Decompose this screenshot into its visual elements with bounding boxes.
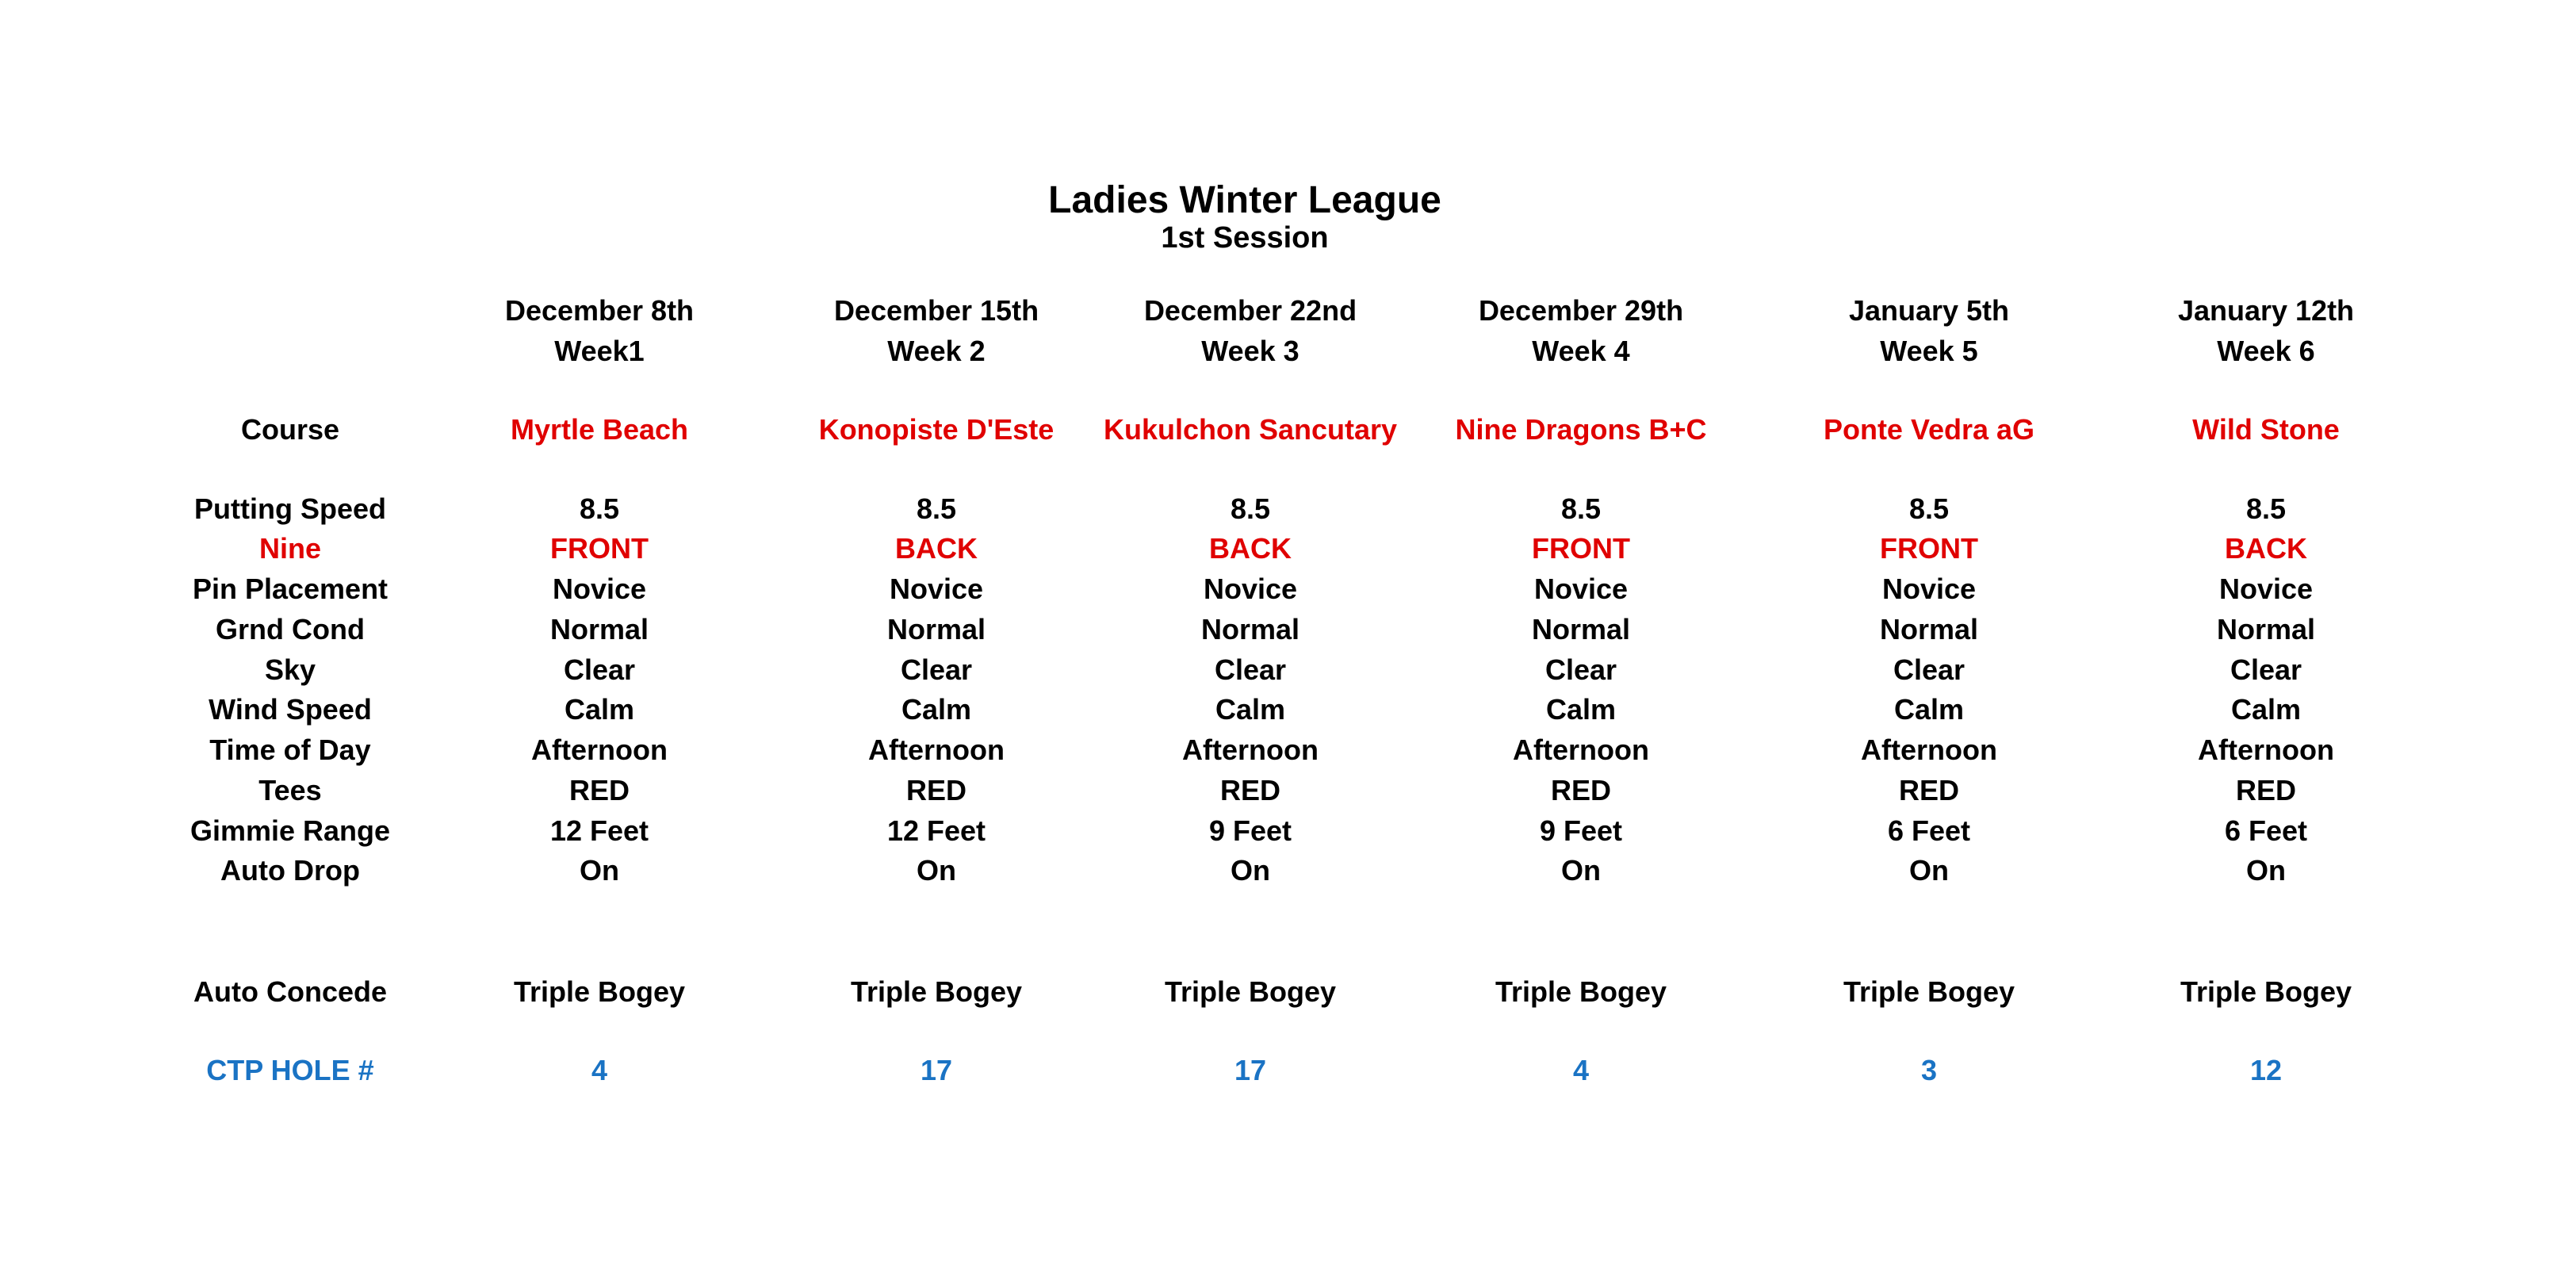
cell-wind-speed: Calm xyxy=(1215,693,1286,726)
cell-putting-speed: 8.5 xyxy=(1230,492,1271,525)
cell-wind-speed: Calm xyxy=(2230,693,2302,726)
cell-grnd-cond: Normal xyxy=(1879,613,1979,645)
row-label-grnd-cond: Grnd Cond xyxy=(216,613,365,645)
column-date-header: December 8th xyxy=(504,294,695,327)
cell-course: Ponte Vedra aG xyxy=(1823,413,2035,446)
cell-gimmie-range: 12 Feet xyxy=(549,814,649,847)
cell-course: Wild Stone xyxy=(2192,413,2340,446)
cell-auto-concede: Triple Bogey xyxy=(1843,975,2015,1008)
cell-auto-concede: Triple Bogey xyxy=(1164,975,1337,1008)
column-week-header: Week 4 xyxy=(1532,335,1630,367)
page-title: Ladies Winter League xyxy=(1048,179,1441,221)
cell-grnd-cond: Normal xyxy=(2216,613,2316,645)
column-date-header: December 29th xyxy=(1478,294,1684,327)
cell-sky: Clear xyxy=(563,653,636,686)
cell-wind-speed: Calm xyxy=(1545,693,1617,726)
cell-putting-speed: 8.5 xyxy=(1560,492,1602,525)
row-label-pin-placement: Pin Placement xyxy=(192,573,389,605)
row-label-nine: Nine xyxy=(258,532,322,565)
cell-wind-speed: Calm xyxy=(1893,693,1965,726)
column-date-header: December 15th xyxy=(833,294,1039,327)
cell-tees: RED xyxy=(1898,774,1960,806)
row-label-time-of-day: Time of Day xyxy=(209,734,371,766)
cell-putting-speed: 8.5 xyxy=(2245,492,2287,525)
cell-nine: FRONT xyxy=(1880,532,1978,565)
column-week-header: Week 2 xyxy=(887,335,986,367)
cell-auto-drop: On xyxy=(1231,854,1270,887)
cell-auto-concede: Triple Bogey xyxy=(850,975,1023,1008)
cell-course: Nine Dragons B+C xyxy=(1455,413,1707,446)
column-date-header: December 22nd xyxy=(1143,294,1357,327)
row-label-putting-speed: Putting Speed xyxy=(194,492,386,525)
cell-course: Kukulchon Sancutary xyxy=(1103,413,1398,446)
cell-time-of-day: Afternoon xyxy=(2198,734,2334,766)
cell-gimmie-range: 6 Feet xyxy=(1887,814,1971,847)
cell-grnd-cond: Normal xyxy=(549,613,649,645)
cell-time-of-day: Afternoon xyxy=(1182,734,1319,766)
cell-pin-placement: Novice xyxy=(1203,573,1298,605)
row-label-course: Course xyxy=(240,413,340,446)
page-subtitle: 1st Session xyxy=(1161,221,1329,255)
cell-auto-concede: Triple Bogey xyxy=(1495,975,1667,1008)
cell-grnd-cond: Normal xyxy=(886,613,986,645)
cell-putting-speed: 8.5 xyxy=(579,492,620,525)
cell-nine: BACK xyxy=(2225,532,2307,565)
cell-grnd-cond: Normal xyxy=(1531,613,1631,645)
cell-ctp-hole: 4 xyxy=(591,1054,608,1086)
cell-ctp-hole: 12 xyxy=(2249,1054,2283,1086)
row-label-auto-drop: Auto Drop xyxy=(220,854,360,887)
cell-sky: Clear xyxy=(1544,653,1617,686)
row-label-wind-speed: Wind Speed xyxy=(209,693,372,726)
row-label-auto-concede: Auto Concede xyxy=(193,975,388,1008)
cell-sky: Clear xyxy=(1893,653,1965,686)
cell-auto-concede: Triple Bogey xyxy=(513,975,686,1008)
cell-gimmie-range: 6 Feet xyxy=(2224,814,2308,847)
cell-nine: FRONT xyxy=(550,532,649,565)
cell-wind-speed: Calm xyxy=(901,693,972,726)
cell-tees: RED xyxy=(568,774,630,806)
cell-pin-placement: Novice xyxy=(2218,573,2314,605)
cell-time-of-day: Afternoon xyxy=(531,734,668,766)
cell-gimmie-range: 9 Feet xyxy=(1539,814,1623,847)
cell-tees: RED xyxy=(1219,774,1281,806)
cell-pin-placement: Novice xyxy=(552,573,647,605)
cell-grnd-cond: Normal xyxy=(1200,613,1300,645)
cell-ctp-hole: 17 xyxy=(1234,1054,1267,1086)
cell-tees: RED xyxy=(905,774,967,806)
cell-auto-drop: On xyxy=(1561,854,1601,887)
cell-auto-drop: On xyxy=(1909,854,1949,887)
cell-course: Konopiste D'Este xyxy=(818,413,1055,446)
cell-auto-drop: On xyxy=(917,854,956,887)
cell-putting-speed: 8.5 xyxy=(1908,492,1950,525)
column-week-header: Week 3 xyxy=(1201,335,1299,367)
cell-time-of-day: Afternoon xyxy=(868,734,1005,766)
row-label-tees: Tees xyxy=(258,774,322,806)
column-date-header: January 5th xyxy=(1848,294,2010,327)
cell-auto-drop: On xyxy=(580,854,619,887)
cell-wind-speed: Calm xyxy=(564,693,635,726)
cell-pin-placement: Novice xyxy=(889,573,984,605)
cell-gimmie-range: 9 Feet xyxy=(1208,814,1292,847)
cell-putting-speed: 8.5 xyxy=(916,492,957,525)
cell-sky: Clear xyxy=(1214,653,1287,686)
cell-nine: BACK xyxy=(895,532,978,565)
cell-time-of-day: Afternoon xyxy=(1513,734,1649,766)
cell-gimmie-range: 12 Feet xyxy=(886,814,986,847)
cell-sky: Clear xyxy=(2230,653,2302,686)
row-label-ctp-hole: CTP HOLE # xyxy=(206,1054,374,1086)
cell-auto-drop: On xyxy=(2246,854,2286,887)
cell-nine: BACK xyxy=(1209,532,1292,565)
cell-nine: FRONT xyxy=(1532,532,1630,565)
cell-time-of-day: Afternoon xyxy=(1861,734,1997,766)
cell-ctp-hole: 17 xyxy=(920,1054,953,1086)
cell-ctp-hole: 4 xyxy=(1572,1054,1590,1086)
row-label-sky: Sky xyxy=(264,653,316,686)
column-week-header: Week1 xyxy=(554,335,645,367)
cell-pin-placement: Novice xyxy=(1881,573,1977,605)
cell-auto-concede: Triple Bogey xyxy=(2180,975,2352,1008)
cell-ctp-hole: 3 xyxy=(1920,1054,1938,1086)
cell-tees: RED xyxy=(1550,774,1612,806)
cell-pin-placement: Novice xyxy=(1533,573,1629,605)
column-week-header: Week 5 xyxy=(1880,335,1978,367)
cell-sky: Clear xyxy=(900,653,973,686)
column-date-header: January 12th xyxy=(2177,294,2355,327)
row-label-gimmie-range: Gimmie Range xyxy=(189,814,391,847)
cell-course: Myrtle Beach xyxy=(510,413,689,446)
cell-tees: RED xyxy=(2235,774,2297,806)
column-week-header: Week 6 xyxy=(2217,335,2315,367)
